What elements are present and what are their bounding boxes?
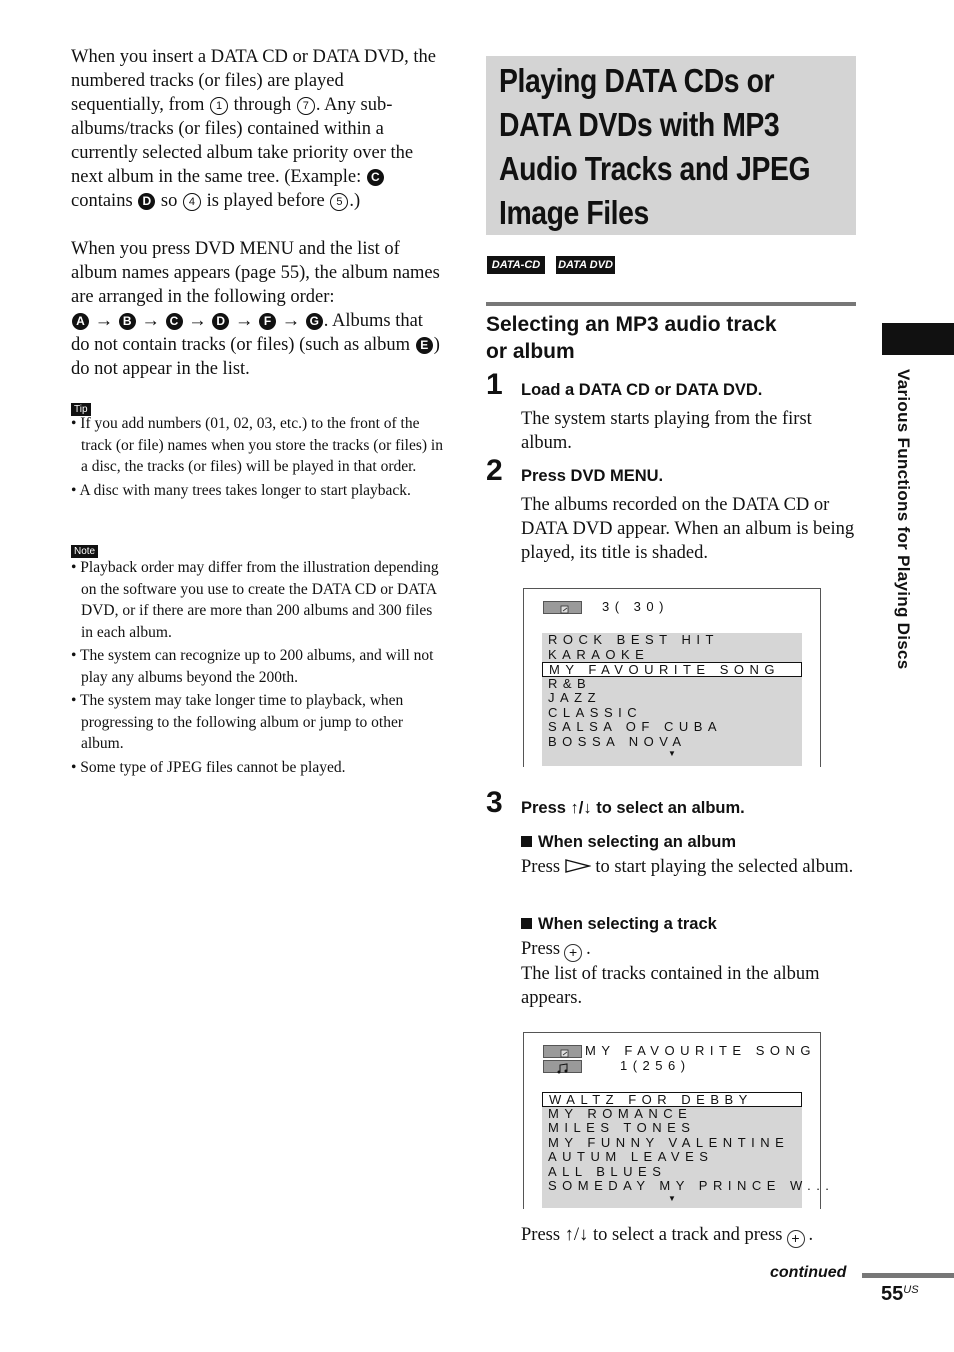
scroll-down-icon: ▼: [668, 1193, 676, 1203]
circled-number-1: 1: [210, 97, 228, 115]
current-album-name: MY FAVOURITE SONG: [585, 1043, 816, 1058]
album-g-marker: G: [306, 313, 323, 330]
album-item-rnb[interactable]: R&B: [548, 675, 592, 691]
album-count: 3( 30): [602, 599, 669, 614]
music-note-icon: [543, 1060, 582, 1073]
scroll-down-icon: ▼: [668, 749, 676, 758]
album-d-marker: D: [138, 193, 155, 210]
album-icon: [543, 1045, 582, 1058]
album-item-bossa-nova[interactable]: BOSSA NOVA: [548, 733, 687, 749]
continued-label: continued: [770, 1264, 847, 1281]
title-box: [486, 56, 856, 235]
step-2-number: 2: [486, 454, 503, 487]
circled-number-5: 5: [330, 193, 348, 211]
circled-number-4: 4: [183, 193, 201, 211]
tip-item: • A disc with many trees takes longer to start playback.: [71, 481, 411, 499]
album-item-jazz[interactable]: JAZZ: [548, 690, 602, 705]
track-item-my-funny-valentine[interactable]: MY FUNNY VALENTINE: [548, 1134, 790, 1150]
when-track-body: Press + . The list of tracks contained in the album appears.: [521, 939, 820, 1008]
continued-rule: [862, 1273, 954, 1278]
note-item: • Playback order may differ from the illustration depending on the software you use to create the DATA CD or DATA DVD, or if there are more than 200 albums and 300 files in each album.: [71, 559, 439, 641]
page-number: $55^{US}$: [881, 1283, 919, 1305]
track-item-miles-tones[interactable]: MILES TONES: [548, 1120, 696, 1135]
intro-paragraph-2: When you press DVD MENU and the list of album names appears (page 55), the album names are arranged in the following order: A → B → C → D → F → G . Albums that do not contain tracks (or files) (such as album E ) do not appear in the list.: [71, 239, 440, 379]
album-item-rock-best-hit[interactable]: ROCK BEST HIT: [548, 632, 719, 647]
side-tab: [882, 323, 954, 355]
album-c-marker: C: [166, 313, 183, 330]
album-f-marker: F: [259, 313, 276, 330]
album-a-marker: A: [72, 313, 89, 330]
note-label: Note: [71, 541, 98, 559]
album-b-marker: B: [119, 313, 136, 330]
album-item-classic[interactable]: CLASSIC: [548, 704, 643, 720]
album-menu-screen: [523, 588, 821, 767]
play-icon: [565, 859, 591, 873]
step-3-heading: Press ↑/↓ to select an album.: [521, 799, 745, 817]
album-list: [542, 633, 802, 766]
step-1-number: 1: [486, 368, 503, 401]
track-item-waltz-for-debby[interactable]: WALTZ FOR DEBBY: [542, 1092, 802, 1107]
track-item-autum-leaves[interactable]: AUTUM LEAVES: [548, 1149, 714, 1164]
album-c-marker: C: [367, 169, 384, 186]
final-instruction: Press ↑/↓ to select a track and press + .: [521, 1225, 814, 1246]
data-cd-mark: DATA-CD: [487, 256, 545, 274]
step-3-number: 3: [486, 786, 503, 819]
album-item-my-favourite-song[interactable]: MY FAVOURITE SONG: [542, 662, 802, 677]
album-item-karaoke[interactable]: KARAOKE: [548, 646, 650, 662]
step-2-heading: Press DVD MENU.: [521, 467, 664, 485]
note-item: • The system may take longer time to playback, when progressing to the following album or jump to other album.: [71, 692, 404, 752]
enter-button-icon: +: [564, 944, 582, 962]
note-item: • Some type of JPEG files cannot be played.: [71, 758, 346, 776]
track-menu-screen: [523, 1032, 835, 1209]
track-list: [542, 1092, 835, 1208]
circled-number-7: 7: [297, 97, 315, 115]
page-title: Playing DATA CDs or DATA DVDs with MP3 Audio Tracks and JPEG Image Files: [499, 62, 811, 231]
track-item-someday-my-prince[interactable]: SOMEDAY MY PRINCE W...: [548, 1178, 835, 1193]
when-album-body: Press to start playing the selected album.: [521, 857, 854, 877]
album-e-marker: E: [416, 337, 433, 354]
enter-button-icon: +: [787, 1230, 805, 1248]
album-icon: [543, 601, 582, 614]
album-item-salsa-of-cuba[interactable]: SALSA OF CUBA: [548, 719, 723, 734]
data-dvd-mark: DATA DVD: [556, 256, 615, 274]
track-item-all-blues[interactable]: ALL BLUES: [548, 1163, 667, 1179]
step-1-body: The system starts playing from the first album.: [521, 409, 812, 453]
note-list: [71, 557, 443, 780]
tip-item: • If you add numbers (01, 02, 03, etc.) to the front of the track (or file) names when you store the tracks (or files) in a disc, the tracks (or files) will be played in that order.: [71, 415, 443, 475]
section-heading: Selecting an MP3 audio track or album: [486, 313, 777, 363]
when-album-heading: When selecting an album: [521, 833, 736, 852]
side-section-label: Various Functions for Playing Discs: [894, 369, 913, 670]
tip-label: Tip: [71, 399, 91, 417]
intro-paragraph-1: When you insert a DATA CD or DATA DVD, the numbered tracks (or files) are played sequentially, from 1 through 7 . Any sub-albums/tracks (or files) contained within a currently selected album take priority over the next album in the same tree. (Example: C contains D so 4 is played before 5 .): [71, 47, 436, 211]
note-item: • The system can recognize up to 200 albums, and will not play any albums beyond the 200th.: [71, 647, 434, 686]
step-2-body: The albums recorded on the DATA CD or DATA DVD appear. When an album is being played, its title is shaded.: [521, 495, 855, 563]
when-track-heading: When selecting a track: [521, 915, 717, 934]
tip-list: [71, 413, 443, 503]
step-1-heading: Load a DATA CD or DATA DVD.: [521, 381, 763, 399]
track-item-my-romance[interactable]: MY ROMANCE: [548, 1105, 693, 1121]
track-count: 1(256): [620, 1058, 691, 1073]
section-divider: [486, 302, 856, 306]
album-d-marker: D: [212, 313, 229, 330]
